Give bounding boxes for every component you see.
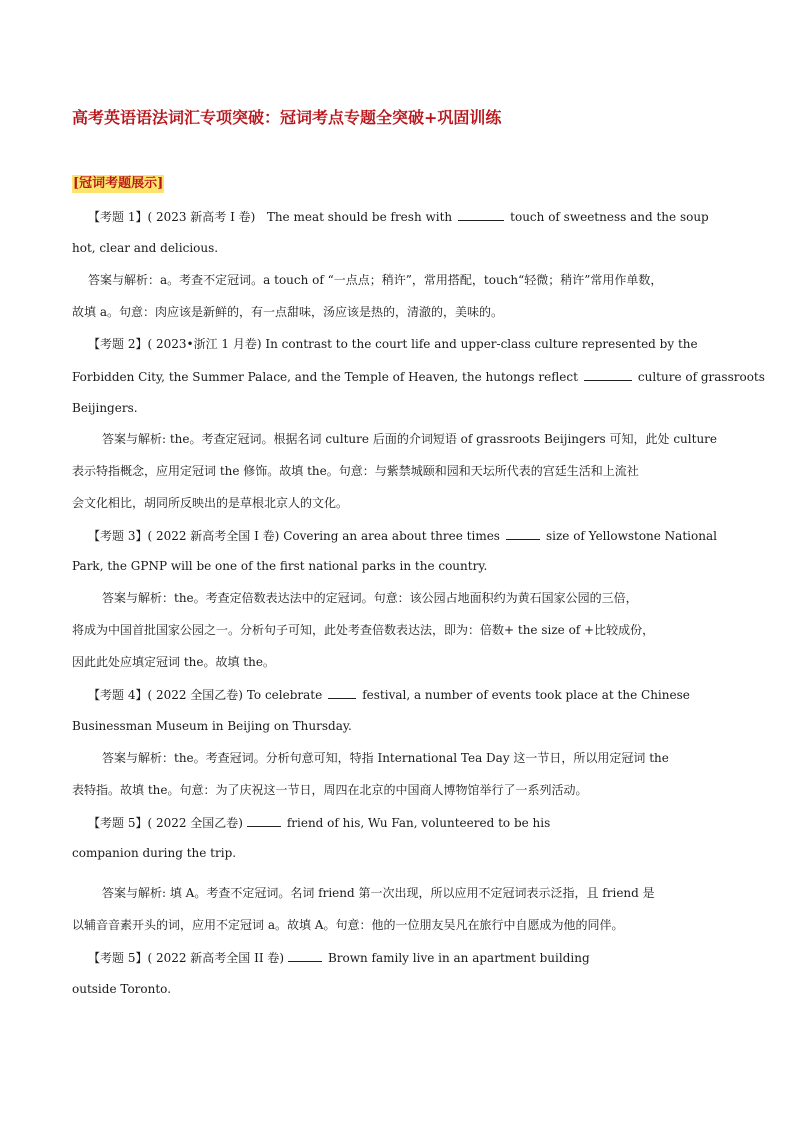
answer-4-line-2: 表特指。故填 the。句意：为了庆祝这一节日，周四在北京的中国商人博物馆举行了一系列活动。 xyxy=(72,783,588,797)
question-1-line-2: hot, clear and delicious. xyxy=(72,241,219,255)
question-2-text-post: culture of grassroots xyxy=(637,370,765,384)
question-6-label: 【考题 5】 xyxy=(88,951,148,965)
question-1-line-1 xyxy=(88,208,709,225)
question-5-label: 【考题 5】 xyxy=(88,816,148,830)
question-5-line-1 xyxy=(88,814,550,831)
question-1-text-post: touch of sweetness and the soup xyxy=(510,210,709,224)
answer-blank xyxy=(584,368,632,381)
answer-blank xyxy=(458,208,504,221)
answer-blank xyxy=(328,686,356,699)
question-3-line-2: Park, the GPNP will be one of the first national parks in the country. xyxy=(72,559,488,573)
question-6-line-1 xyxy=(88,949,590,966)
question-5-source: ( 2022 全国乙卷) xyxy=(147,816,243,830)
question-3-line-1 xyxy=(88,527,717,544)
question-2-line-2 xyxy=(72,368,765,385)
question-5-text-post: friend of his, Wu Fan, volunteered to be his xyxy=(286,816,551,830)
section-label: [冠词考题展示] xyxy=(73,176,164,191)
answer-2-line-1: 答案与解析: the。考查定冠词。根据名词 culture 后面的介词短语 of grassroots Beijingers 可知，此处 culture xyxy=(102,432,718,446)
question-5-line-2: companion during the trip. xyxy=(72,846,237,860)
answer-1-line-2: 故填 a。句意：肉应该是新鲜的，有一点甜味，汤应该是热的，清澈的，美味的。 xyxy=(72,305,503,319)
question-4-label: 【考题 4】 xyxy=(88,688,148,702)
question-1-source: ( 2023 新高考 I 卷) xyxy=(147,210,256,224)
question-1-label: 【考题 1】 xyxy=(88,210,148,224)
question-3-source: ( 2022 新高考全国 I 卷) xyxy=(147,529,280,543)
question-2-text-pre: Forbidden City, the Summer Palace, and the Temple of Heaven, the hutongs reflect xyxy=(72,370,578,384)
answer-4-line-1: 答案与解析：the。考查冠词。分析句意可知，特指 International Tea Day 这一节日，所以用定冠词 the xyxy=(102,751,669,765)
question-4-text-post: festival, a number of events took place at the Chinese xyxy=(362,688,690,702)
answer-3-line-3: 因此此处应填定冠词 the。故填 the。 xyxy=(72,655,275,669)
answer-5-line-1: 答案与解析: 填 A。考查不定冠词。名词 friend 第一次出现，所以应用不定冠词表示泛指，且 friend 是 xyxy=(102,886,655,900)
answer-1-line-1: 答案与解析：a。考查不定冠词。a touch of “一点点；稍许”，常用搭配，touch“轻微；稍许”常用作单数， xyxy=(88,273,663,287)
question-3-text-post: size of Yellowstone National xyxy=(545,529,717,543)
question-6-line-2: outside Toronto. xyxy=(72,982,172,996)
question-6-text-post: Brown family live in an apartment building xyxy=(327,951,590,965)
question-4-text-pre: To celebrate xyxy=(246,688,323,702)
page-title: 高考英语语法词汇专项突破：冠词考点专题全突破+巩固训练 xyxy=(72,108,502,127)
question-4-source: ( 2022 全国乙卷) xyxy=(147,688,243,702)
answer-5-line-2: 以辅音音素开头的词，应用不定冠词 a。故填 A。句意：他的一位朋友吴凡在旅行中自愿成为他的同伴。 xyxy=(72,918,624,932)
question-3-label: 【考题 3】 xyxy=(88,529,148,543)
answer-blank xyxy=(247,814,281,827)
question-4-line-2: Businessman Museum in Beijing on Thursday. xyxy=(72,719,352,733)
answer-2-line-2: 表示特指概念，应用定冠词 the 修饰。故填 the。句意：与紫禁城颐和园和天坛所代表的宫廷生活和上流社 xyxy=(72,464,639,478)
question-1-text-pre: The meat should be fresh with xyxy=(266,210,453,224)
answer-3-line-2: 将成为中国首批国家公园之一。分析句子可知，此处考查倍数表达法，即为：倍数+ the size of +比较成份， xyxy=(72,623,655,637)
question-2-label: 【考题 2】 xyxy=(88,337,148,351)
answer-3-line-1: 答案与解析：the。考查定倍数表达法中的定冠词。句意：该公园占地面积约为黄石国家公园的三倍， xyxy=(102,591,638,605)
question-6-source: ( 2022 新高考全国 II 卷) xyxy=(147,951,285,965)
question-2-source: ( 2023•浙江 1 月卷) xyxy=(147,337,262,351)
answer-blank xyxy=(506,527,540,540)
question-2-text: In contrast to the court life and upper-class culture represented by the xyxy=(265,337,698,351)
question-2-line-3: Beijingers. xyxy=(72,401,138,415)
question-3-text-pre: Covering an area about three times xyxy=(283,529,500,543)
answer-2-line-3: 会文化相比，胡同所反映出的是草根北京人的文化。 xyxy=(72,496,349,510)
answer-blank xyxy=(288,949,322,962)
question-4-line-1 xyxy=(88,686,690,703)
question-2-line-1 xyxy=(88,336,698,352)
